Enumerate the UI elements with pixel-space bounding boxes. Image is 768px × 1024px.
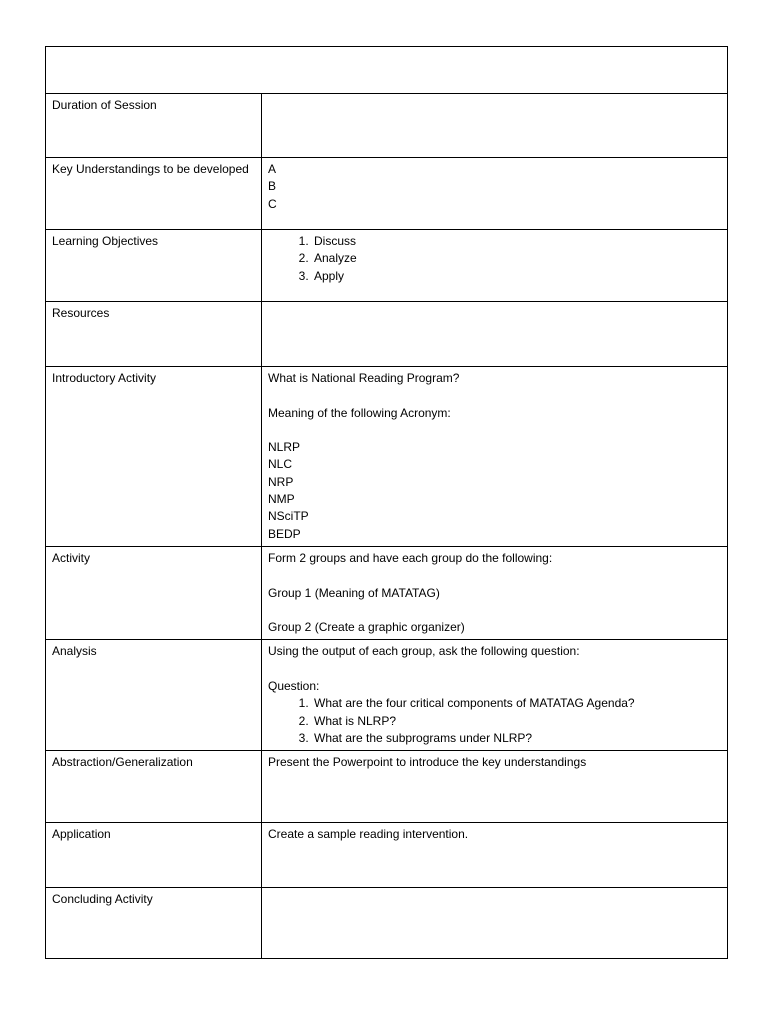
activity-value	[262, 546, 728, 639]
analysis-question-label: Question:	[268, 679, 320, 694]
activity-instruction: Form 2 groups and have each group do the following:	[268, 550, 553, 565]
analysis-row	[46, 640, 728, 751]
objective-item: 1. Discuss	[312, 233, 721, 250]
concluding-value	[262, 888, 728, 959]
acronym-intro: Meaning of the following Acronym:	[268, 405, 451, 420]
duration-value	[262, 94, 728, 158]
acronym-item: BEDP	[268, 526, 301, 541]
concluding-row	[46, 888, 728, 959]
objective-item: 2. Analyze	[312, 250, 721, 267]
learning-objectives-row	[46, 230, 728, 302]
learning-objectives-label: Learning Objectives	[46, 230, 262, 302]
analysis-questions-list	[268, 695, 721, 747]
application-row	[46, 823, 728, 888]
acronym-item: NLC	[268, 457, 293, 472]
analysis-label: Analysis	[46, 640, 262, 751]
analysis-value	[262, 640, 728, 751]
concluding-label: Concluding Activity	[46, 888, 262, 959]
acronym-item: NLRP	[268, 440, 301, 455]
analysis-question-item: 2. What is NLRP?	[312, 713, 721, 730]
duration-label: Duration of Session	[46, 94, 262, 158]
abstraction-row	[46, 751, 728, 823]
key-understandings-label: Key Understandings to be developed	[46, 158, 262, 230]
acronym-item: NSciTP	[268, 509, 309, 524]
key-understandings-row	[46, 158, 728, 230]
session-plan-table	[45, 46, 728, 959]
key-understanding-item: A	[268, 162, 277, 176]
objective-item: 3. Apply	[312, 268, 721, 285]
resources-value	[262, 302, 728, 367]
learning-objectives-value	[262, 230, 728, 302]
acronym-item: NMP	[268, 492, 295, 507]
activity-group-2: Group 2 (Create a graphic organizer)	[268, 620, 465, 635]
introductory-label: Introductory Activity	[46, 367, 262, 547]
abstraction-value: Present the Powerpoint to introduce the key understandings	[262, 751, 728, 823]
objectives-list	[268, 233, 721, 285]
introductory-value	[262, 367, 728, 547]
key-understanding-item: C	[268, 196, 277, 211]
acronym-item: NRP	[268, 474, 294, 489]
analysis-question-item: 3. What are the subprograms under NLRP?	[312, 730, 721, 747]
analysis-instruction: Using the output of each group, ask the following question:	[268, 644, 580, 659]
resources-label: Resources	[46, 302, 262, 367]
analysis-question-item: 1. What are the four critical components of MATATAG Agenda?	[312, 695, 721, 712]
resources-row	[46, 302, 728, 367]
application-value: Create a sample reading intervention.	[262, 823, 728, 888]
key-understandings-value	[262, 158, 728, 230]
abstraction-label: Abstraction/Generalization	[46, 751, 262, 823]
activity-label: Activity	[46, 546, 262, 639]
application-label: Application	[46, 823, 262, 888]
activity-row	[46, 546, 728, 639]
activity-group-1: Group 1 (Meaning of MATATAG)	[268, 585, 440, 600]
introductory-row	[46, 367, 728, 547]
duration-row	[46, 94, 728, 158]
header-cell	[46, 47, 728, 94]
header-row	[46, 47, 728, 94]
key-understanding-item: B	[268, 179, 277, 194]
introductory-question: What is National Reading Program?	[268, 371, 460, 385]
